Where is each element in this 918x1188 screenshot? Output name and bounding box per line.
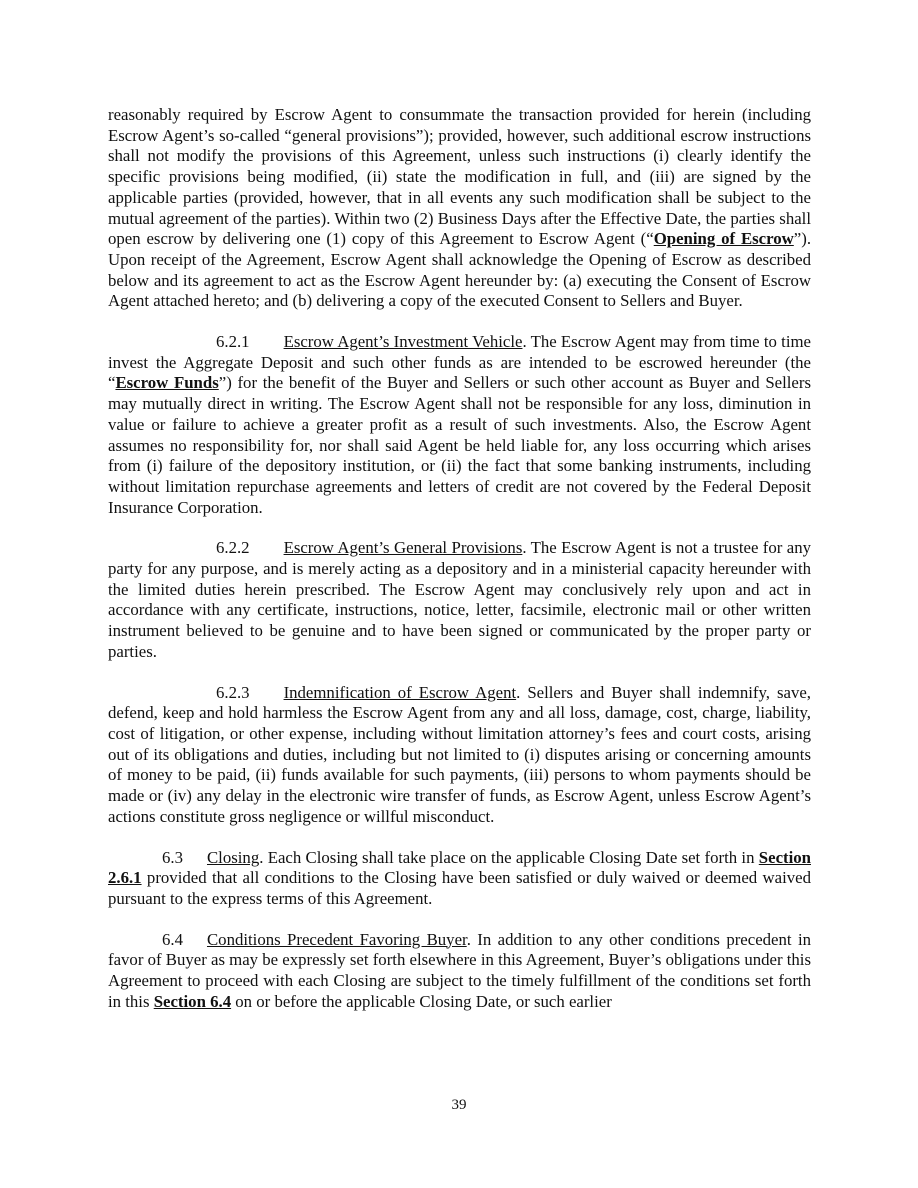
section-heading: Closing (206, 847, 260, 867)
section-heading: Escrow Agent’s Investment Vehicle (283, 332, 523, 352)
paragraph-text: ”). Upon receipt of the Agreement, Escrow Agent shall acknowledge the Opening of Escrow as described below and its agreement to act as the Escrow Agent hereunder by: (a) executing the Consent of Escrow Agent attached hereto; and (b) delivering a copy of the executed Consent to Sellers and Buyer. (108, 229, 812, 311)
section-text: on or before the applicable Closing Date, or such earlier (231, 991, 612, 1011)
document-page (108, 105, 811, 1032)
section-text: ”) for the benefit of the Buyer and Sellers or such other account as Buyer and Sellers may mutually direct in writing. The Escrow Agent shall not be responsible for any loss, diminution in value or failure to achieve a greater profit as a result of such investments. Also, the Escrow Agent assumes no responsibility for, nor shall said Agent be held liable for, any loss occurring which arises from (i) failure of the depository institution, or (ii) the fact that some banking instruments, including without limitation repurchase agreements and letters of credit are not covered by the Federal Deposit Insurance Corporation. (108, 373, 811, 517)
section-text: . Sellers and Buyer shall indemnify, save, defend, keep and hold harmless the Escrow Agent from any and all loss, damage, cost, charge, liability, cost of litigation, or other expense, including without limitation attorney’s fees and court costs, arising out of its obligations and duties, including but not limited to (i) disputes arising or concerning amounts of money to be paid, (ii) funds available for such payments, (iii) persons to whom payments should be made or (iv) any delay in the electronic wire transfer of funds, as Escrow Agent, unless Escrow Agent’s actions constitute gross negligence or willful misconduct. (108, 682, 811, 826)
section-number: 6.3 (162, 847, 183, 867)
section-number: 6.2.1 (216, 332, 250, 352)
section-reference: Section 2.6.1 (108, 847, 811, 888)
section-text: . In addition to any other conditions precedent in favor of Buyer as may be expressly set forth elsewhere in this Agreement, Buyer’s obligations under this Agreement to proceed with each Closing are subject to the timely fulfillment of the conditions set forth in this (108, 929, 811, 1011)
section-text: provided that all conditions to the Closing have been satisfied or duly waived or deemed waived pursuant to the express terms of this Agreement. (108, 868, 811, 908)
section-heading: Indemnification of Escrow Agent (283, 682, 517, 702)
defined-term-opening-of-escrow: Opening of Escrow (653, 229, 794, 249)
page-number: 39 (451, 1097, 467, 1113)
section-number: 6.4 (162, 929, 183, 949)
section-6-2-1 (108, 332, 811, 518)
section-6-2-2 (108, 538, 811, 662)
section-heading: Escrow Agent’s General Provisions (283, 538, 523, 558)
paragraph-text: reasonably required by Escrow Agent to consummate the transaction provided for herein (including Escrow Agent’s so-called “general provisions”); provided, however, such additional escrow instructions shall not modify the provisions of this Agreement, unless such instructions (i) clearly identify the specific provisions being modified, (ii) state the modification in full, and (iii) are signed by the applicable parties (provided, however, that in all events any such modification shall be subject to the mutual agreement of the parties). Within two (2) Business Days after the Effective Date, the parties shall open escrow by delivering one (1) copy of this Agreement to Escrow Agent (“ (108, 105, 811, 249)
section-text: . The Escrow Agent may from time to time invest the Aggregate Deposit and such other funds as are intended to be escrowed hereunder (the “ (108, 332, 811, 393)
section-reference: Section 6.4 (153, 991, 232, 1011)
section-text: . Each Closing shall take place on the applicable Closing Date set forth in (259, 847, 759, 867)
paragraph-escrow-instructions (108, 105, 811, 312)
section-number: 6.2.2 (216, 538, 250, 558)
section-6-2-3 (108, 683, 811, 828)
section-text: . The Escrow Agent is not a trustee for any party for any purpose, and is merely acting as a depository and in a ministerial capacity hereunder with the limited duties herein prescribed. The Escrow Agent may conclusively rely upon and act in accordance with any certificate, instructions, notice, letter, facsimile, electronic mail or other written instrument believed to be genuine and to have been signed or communicated by the proper party or parties. (108, 538, 811, 661)
section-6-4 (108, 930, 811, 1013)
section-heading: Conditions Precedent Favoring Buyer (206, 929, 467, 949)
defined-term-escrow-funds: Escrow Funds (115, 373, 219, 393)
section-number: 6.2.3 (216, 682, 250, 702)
section-6-3 (108, 848, 811, 910)
